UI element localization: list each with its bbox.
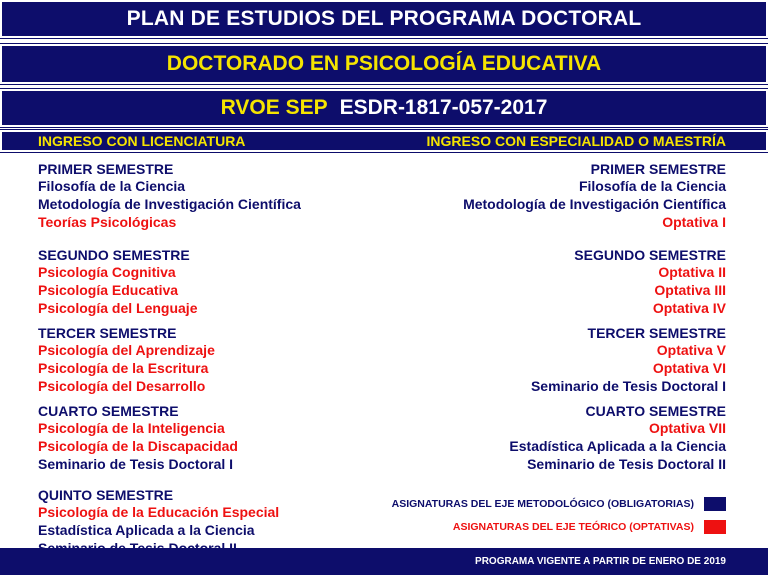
course-item: Seminario de Tesis Doctoral I — [530, 378, 726, 394]
course-item: Optativa II — [658, 264, 726, 280]
course-item: Seminario de Tesis Doctoral II — [527, 456, 726, 472]
course-item: Psicología de la Discapacidad — [38, 438, 238, 454]
course-item: Filosofía de la Ciencia — [38, 178, 186, 194]
course-item: Psicología del Lenguaje — [38, 300, 198, 316]
semester-title: CUARTO SEMESTRE — [38, 403, 179, 419]
semester-title: SEGUNDO SEMESTRE — [574, 247, 726, 263]
legend-blue-swatch — [704, 497, 726, 511]
course-item: Teorías Psicológicas — [38, 214, 177, 230]
semester-block — [463, 247, 726, 317]
semester-block — [38, 487, 301, 557]
program-banner — [0, 44, 768, 84]
semester-title: SEGUNDO SEMESTRE — [38, 247, 190, 263]
semester-block — [38, 325, 301, 395]
semester-block — [463, 325, 726, 395]
course-item: Optativa III — [654, 282, 726, 298]
rvoe-label: RVOE SEP — [220, 96, 328, 119]
course-item: Optativa VI — [652, 360, 726, 376]
legend-theoretical — [453, 520, 726, 534]
course-item: Psicología del Desarrollo — [38, 378, 206, 394]
left-track-heading: INGRESO CON LICENCIATURA — [38, 133, 246, 149]
semester-title: QUINTO SEMESTRE — [38, 487, 174, 503]
course-item: Psicología del Aprendizaje — [38, 342, 215, 358]
semester-block — [38, 161, 301, 231]
course-item: Psicología Educativa — [38, 282, 179, 298]
semester-title: TERCER SEMESTRE — [587, 325, 726, 341]
rvoe-code: ESDR-1817-057-2017 — [339, 96, 548, 119]
course-item: Psicología de la Escritura — [38, 360, 209, 376]
course-item: Estadística Aplicada a la Ciencia — [38, 522, 255, 538]
legend-red-swatch — [704, 520, 726, 534]
semester-title: TERCER SEMESTRE — [38, 325, 177, 341]
legend-theoretical-label: ASIGNATURAS DEL EJE TEÓRICO (OPTATIVAS) — [452, 521, 694, 533]
right-track-heading: INGRESO CON ESPECIALIDAD O MAESTRÍA — [426, 133, 726, 149]
course-item: Filosofía de la Ciencia — [578, 178, 726, 194]
page-title — [0, 0, 768, 38]
legend-methodological-label: ASIGNATURAS DEL EJE METODOLÓGICO (OBLIGATORIAS) — [391, 498, 694, 510]
semester-title: PRIMER SEMESTRE — [38, 161, 174, 177]
semester-title: CUARTO SEMESTRE — [585, 403, 726, 419]
course-item: Optativa VII — [648, 420, 726, 436]
semester-block — [38, 403, 301, 473]
course-item: Metodología de Investigación Científica — [463, 196, 726, 212]
course-item: Optativa I — [662, 214, 726, 230]
course-item: Metodología de Investigación Científica — [38, 196, 301, 212]
program-name: DOCTORADO EN PSICOLOGÍA EDUCATIVA — [166, 52, 602, 75]
track-headings — [0, 130, 768, 152]
page-title-text: PLAN DE ESTUDIOS DEL PROGRAMA DOCTORAL — [126, 7, 642, 30]
semester-title: PRIMER SEMESTRE — [590, 161, 726, 177]
rvoe-banner — [0, 89, 768, 127]
semester-block — [463, 161, 726, 231]
course-item: Optativa V — [656, 342, 726, 358]
course-item: Psicología de la Inteligencia — [38, 420, 225, 436]
course-item: Optativa IV — [652, 300, 726, 316]
right-track-column — [463, 161, 726, 473]
left-track-column — [38, 161, 301, 557]
course-item: Seminario de Tesis Doctoral I — [38, 456, 234, 472]
course-item: Psicología Cognitiva — [38, 264, 176, 280]
legend-methodological — [392, 497, 726, 511]
footer — [0, 548, 768, 575]
course-item: Psicología de la Educación Especial — [38, 504, 280, 520]
semester-block — [463, 403, 726, 473]
course-item: Estadística Aplicada a la Ciencia — [509, 438, 726, 454]
footer-text: PROGRAMA VIGENTE A PARTIR DE ENERO DE 2019 — [475, 556, 726, 567]
semester-block — [38, 247, 301, 317]
